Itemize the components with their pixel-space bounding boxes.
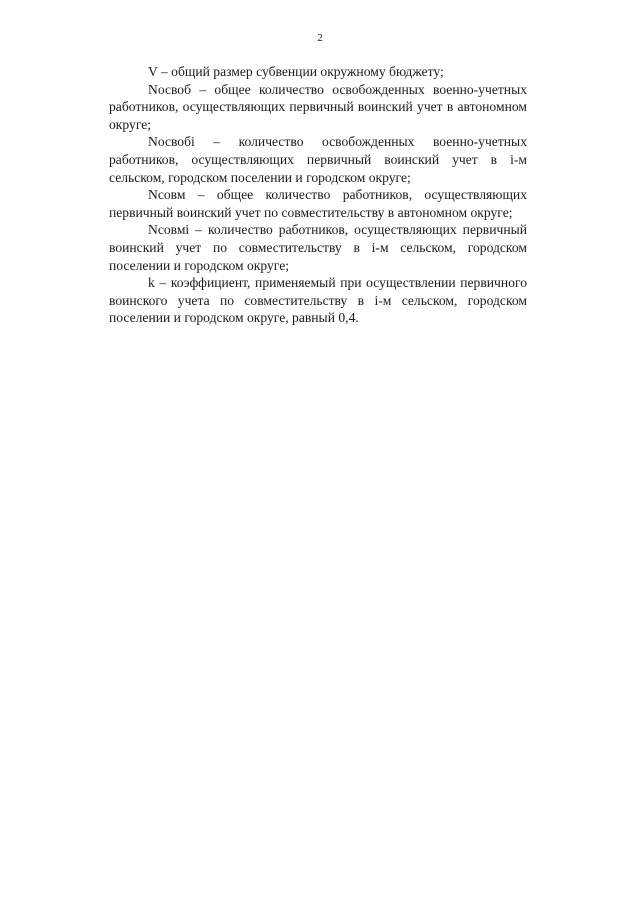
definition-n-sovm: Nсовм – общее количество работников, осуществляющих первичный воинский учет по совместительству в автономном округе; [109,187,527,220]
definition-n-osvob-i: Nосвобi – количество освобожденных военно-учетных работников, осуществляющих первичный воинский учет в i-м сельском, городском поселении и городском округе; [109,134,527,185]
definition-n-osvob: Nосвоб – общее количество освобожденных военно-учетных работников, осуществляющих первичный воинский учет в автономном округе; [109,81,527,132]
page-number: 2 [317,32,323,44]
definition-v: V – общий размер субвенции окружному бюджету; [148,64,444,79]
definition-k: k – коэффициент, применяемый при осуществлении первичного воинского учета по совместительству в i-м сельском, городском поселении и городском округе, равный 0,4. [109,275,527,326]
definition-n-sovm-i: Nсовмi – количество работников, осуществляющих первичный воинский учет по совместительству в i-м сельском, городском поселении и городском округе; [109,222,527,273]
document-body [109,63,527,327]
